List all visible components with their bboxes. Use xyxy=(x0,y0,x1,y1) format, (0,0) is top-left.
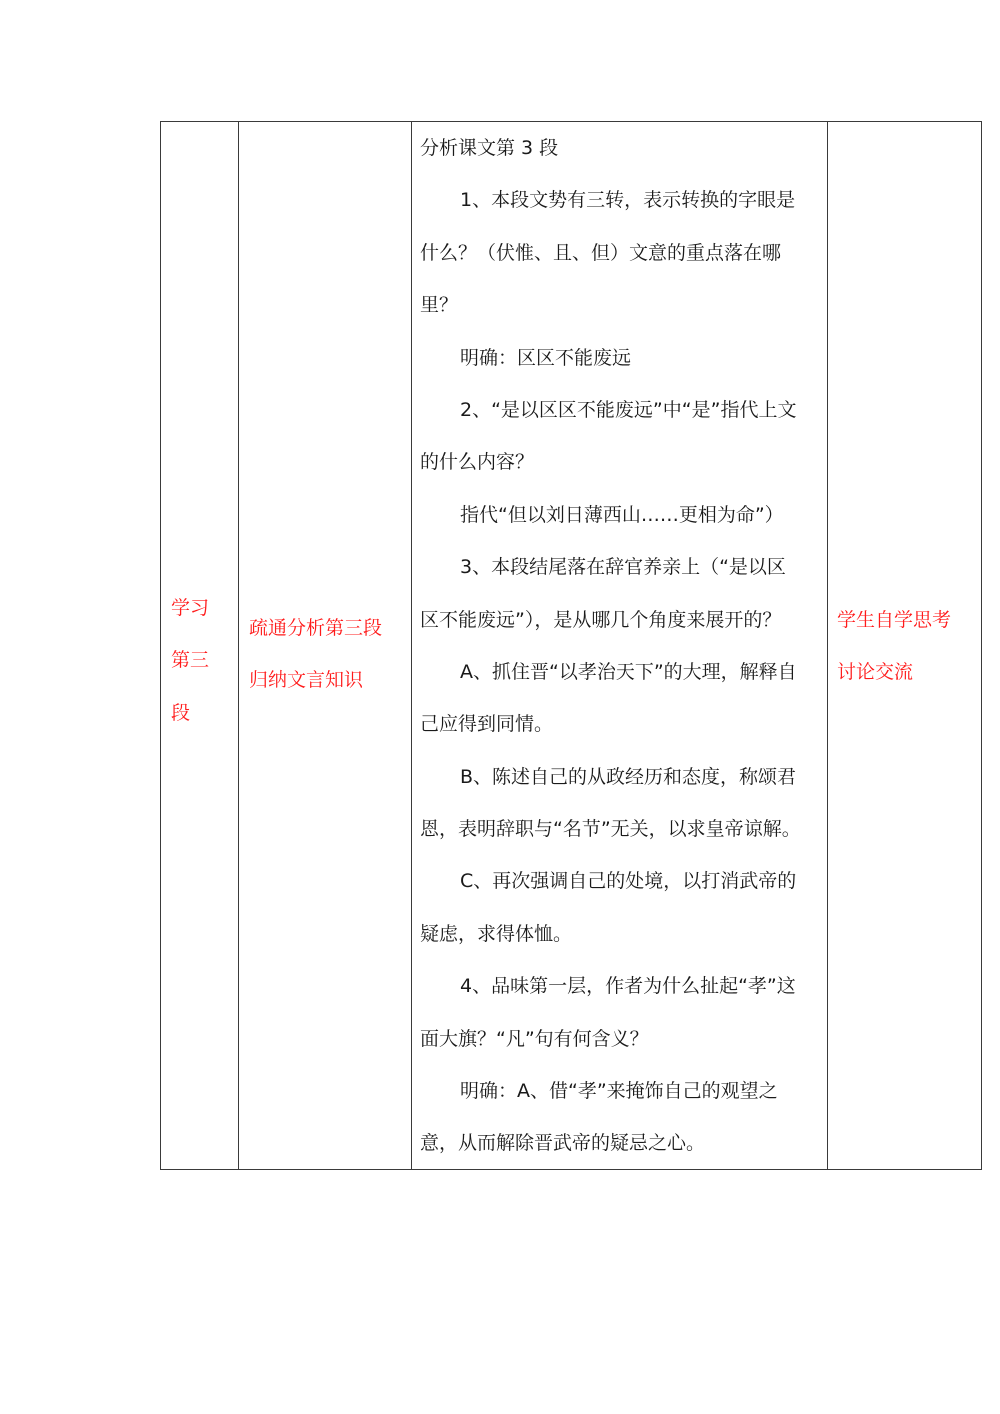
lesson-plan-table xyxy=(160,121,982,1170)
section-title-cell xyxy=(171,582,231,739)
content-line: 己应得到同情。 xyxy=(420,713,554,736)
content-line: 指代“但以刘日薄西山……更相为命”） xyxy=(460,503,784,526)
content-line: 分析课文第 3 段 xyxy=(420,137,559,159)
section-title-line: 段 xyxy=(171,701,191,724)
column-divider xyxy=(827,122,828,1169)
content-line: 明确：A、借“孝”来掩饰自己的观望之 xyxy=(460,1080,778,1103)
content-line: 4、品味第一层，作者为什么扯起“孝”这 xyxy=(460,975,796,998)
activity-line: 讨论交流 xyxy=(837,661,914,684)
content-line: B、陈述自己的从政经历和态度，称颂君 xyxy=(460,765,797,788)
content-line: 疑虑，求得体恤。 xyxy=(420,922,573,945)
content-line: 1、本段文势有三转，表示转换的字眼是 xyxy=(460,189,796,212)
objective-line: 疏通分析第三段 xyxy=(249,617,383,639)
activity-cell xyxy=(837,594,977,699)
content-line: 什么？（伏惟、且、但）文意的重点落在哪 xyxy=(420,241,782,264)
content-line: 3、本段结尾落在辞官养亲上（“是以区 xyxy=(460,556,786,579)
content-line: 恩，表明辞职与“名节”无关，以求皇帝谅解。 xyxy=(420,818,801,841)
content-line: 里？ xyxy=(420,294,459,317)
section-title-line: 学习 xyxy=(171,597,210,619)
content-line: 明确：区区不能废远 xyxy=(460,346,632,369)
content-line: 面大旗？“凡”句有何含义？ xyxy=(420,1027,649,1050)
activity-line: 学生自学思考 xyxy=(837,609,952,631)
objective-cell xyxy=(249,602,414,707)
content-line: 2、“是以区区不能废远”中“是”指代上文 xyxy=(460,398,797,421)
content-line: A、抓住晋“以孝治天下”的大理，解释自 xyxy=(460,660,797,683)
objective-line: 归纳文言知识 xyxy=(249,669,364,692)
content-line: 的什么内容？ xyxy=(420,451,535,474)
content-line: 意，从而解除晋武帝的疑忌之心。 xyxy=(420,1132,706,1155)
content-cell xyxy=(420,122,820,1170)
section-title-line: 第三 xyxy=(171,649,210,672)
column-divider xyxy=(238,122,239,1169)
content-line: C、再次强调自己的处境，以打消武帝的 xyxy=(460,870,797,893)
content-line: 区不能废远”），是从哪几个角度来展开的？ xyxy=(420,608,782,631)
